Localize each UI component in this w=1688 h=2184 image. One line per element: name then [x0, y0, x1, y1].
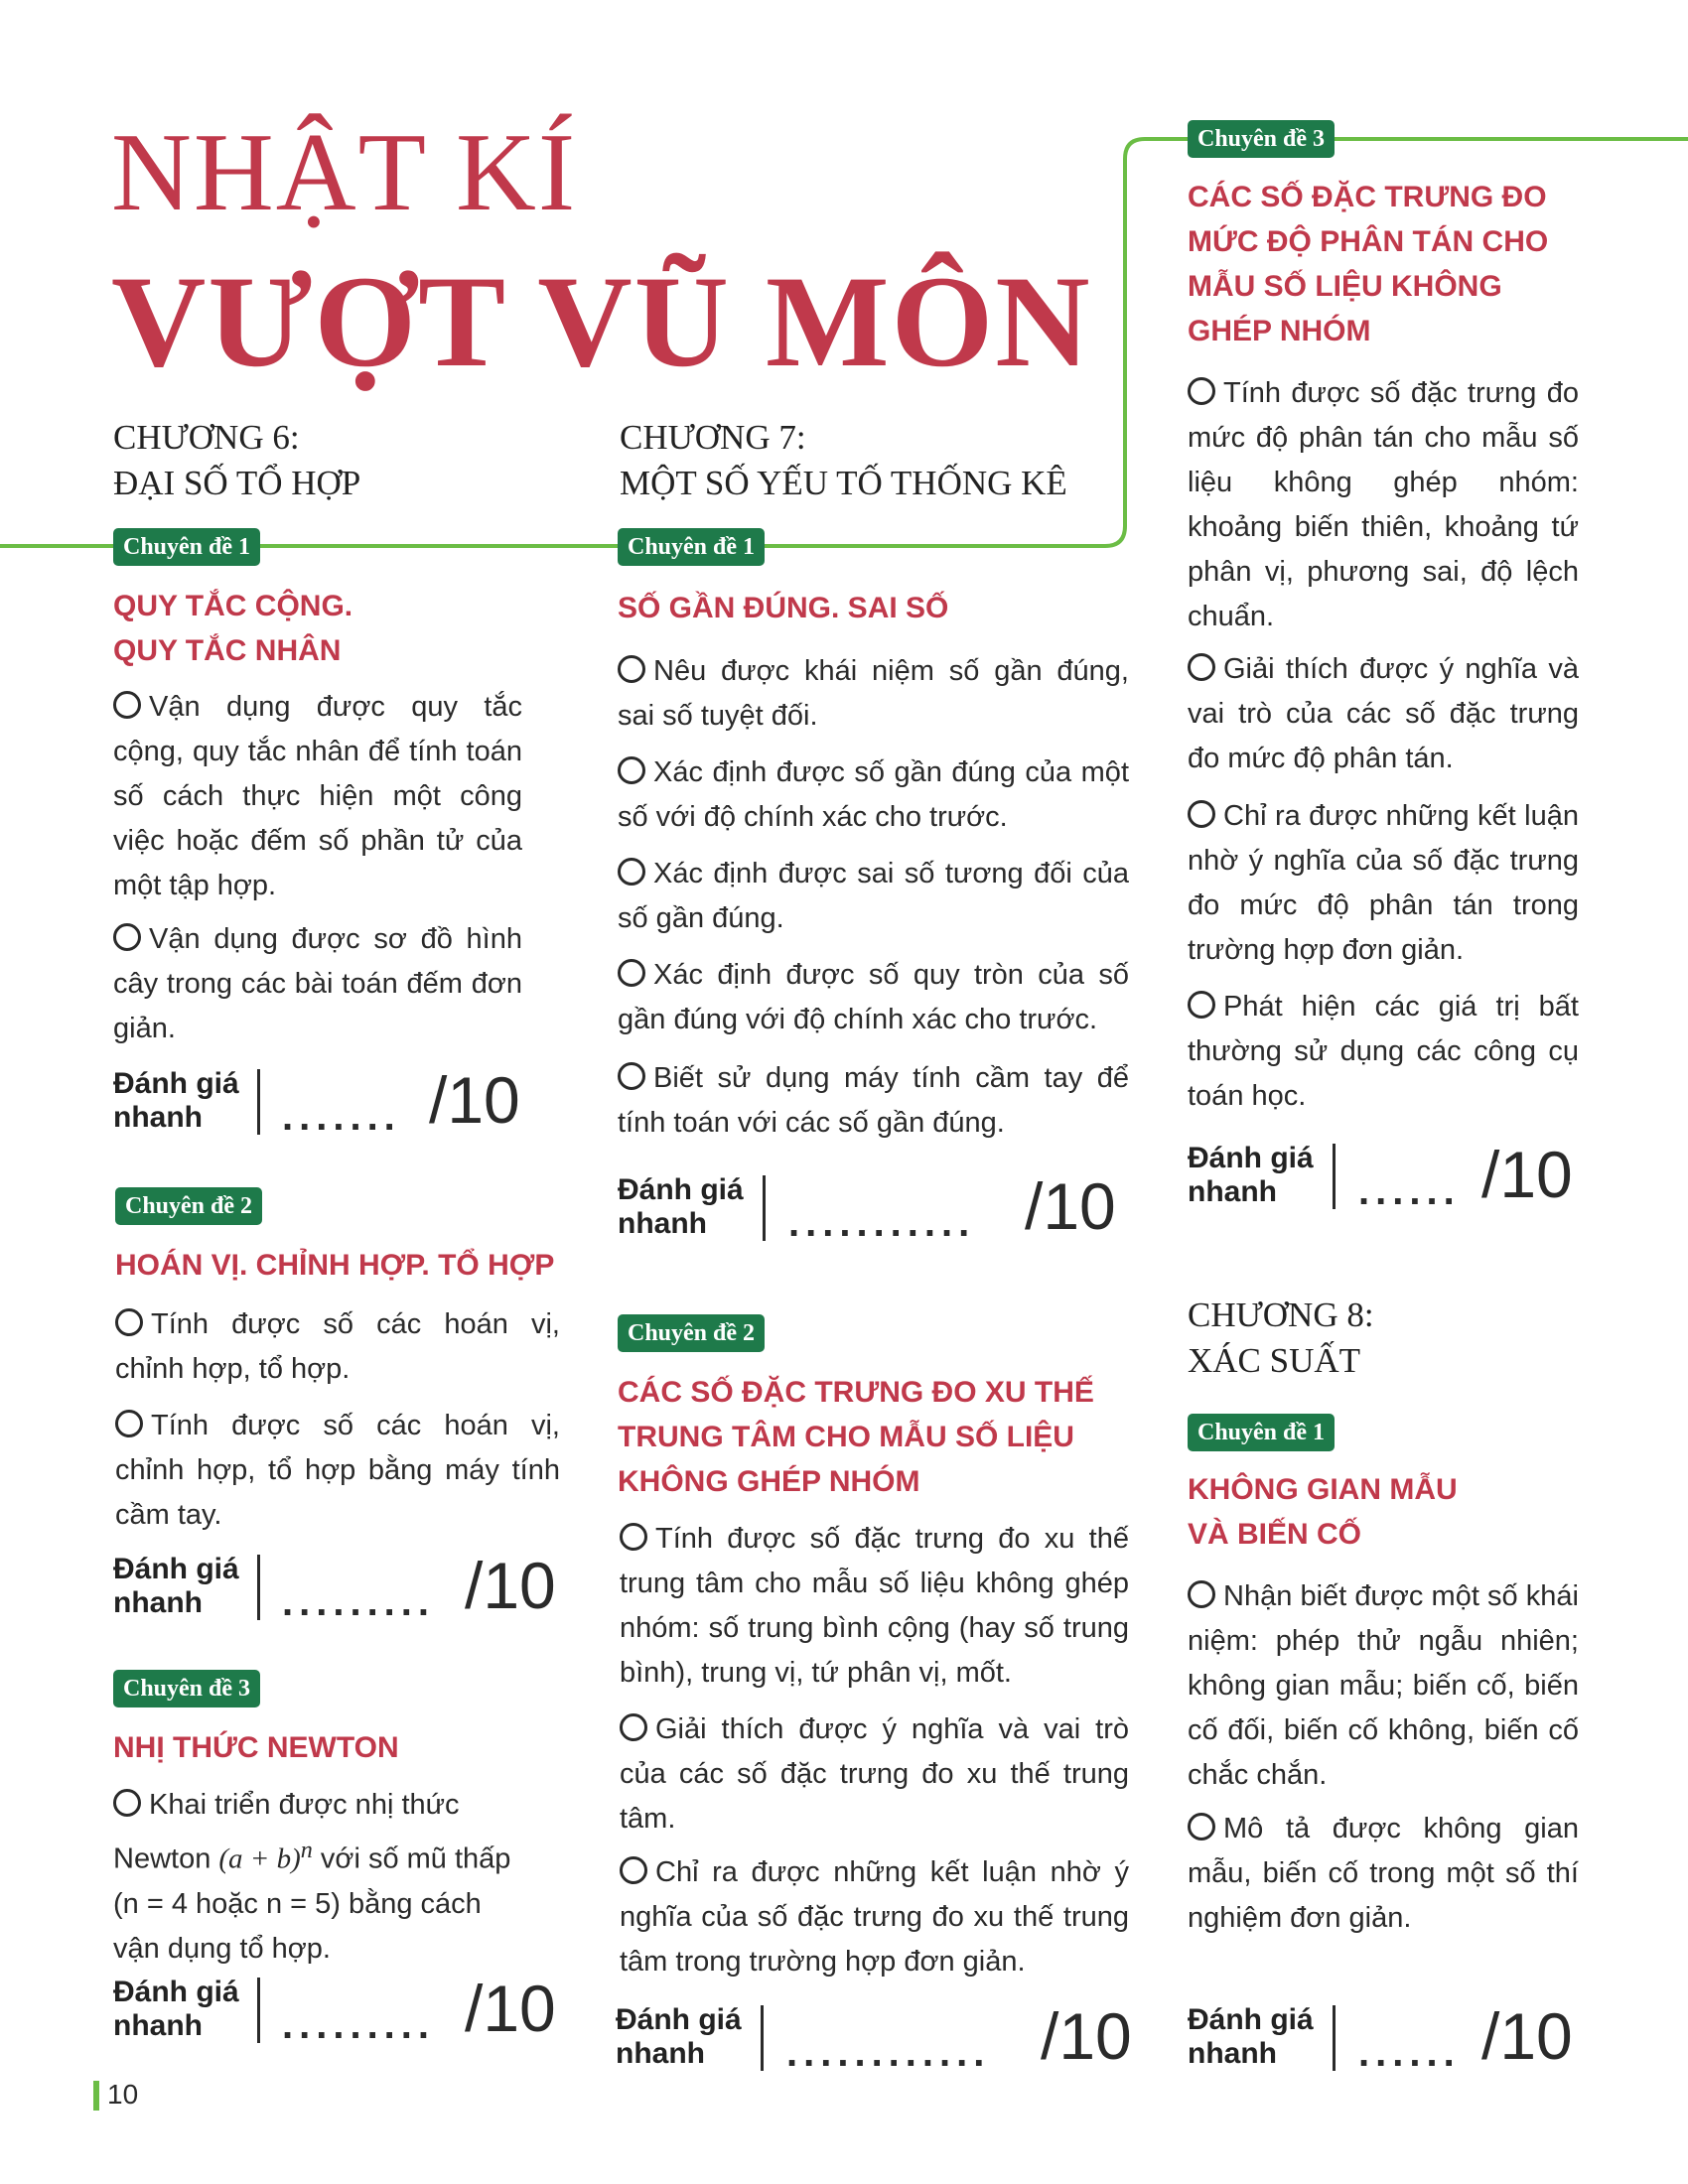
objective-line	[113, 1783, 570, 1828]
checkbox-circle-icon[interactable]	[113, 691, 141, 719]
page-number-marker	[93, 2081, 99, 2111]
objective-text: Nêu được khái niệm số gần đúng, sai số tuyệt đối.	[618, 655, 1129, 732]
objective-text: Newton	[113, 1843, 211, 1875]
topic-badge: Chuyên đề 2	[618, 1314, 765, 1352]
rating-divider	[1333, 1144, 1336, 1209]
rating-label	[618, 1173, 744, 1241]
objective-text: Xác định được sai số tương đối của số gần đúng.	[618, 858, 1129, 934]
rating-label-line: Đánh giá	[616, 2003, 742, 2036]
topic-title: NHỊ THỨC NEWTON	[113, 1731, 399, 1764]
rating-max: /10	[1481, 1138, 1573, 1211]
objective-item	[1188, 794, 1579, 973]
rating-label	[1188, 1142, 1314, 1209]
checkbox-circle-icon[interactable]	[1188, 1580, 1215, 1608]
objective-text: Phát hiện các giá trị bất thường sử dụng các công cụ toán học.	[1188, 991, 1579, 1112]
topic-badge: Chuyên đề 1	[1188, 1414, 1335, 1451]
rating-divider	[761, 2005, 764, 2071]
topic-badge: Chuyên đề 3	[113, 1670, 260, 1707]
rating-input[interactable]: .........	[282, 2003, 436, 2047]
chapter-8-heading	[1188, 1293, 1374, 1384]
checkbox-circle-icon[interactable]	[1188, 800, 1215, 828]
rating-input[interactable]: .........	[282, 1580, 436, 1624]
checkbox-circle-icon[interactable]	[620, 1713, 647, 1741]
checkbox-circle-icon[interactable]	[1188, 991, 1215, 1019]
rating-label-line: Đánh giá	[618, 1173, 744, 1206]
quick-rating	[618, 1169, 1134, 1245]
objective-item	[618, 852, 1129, 941]
topic-title-line: QUY TẮC NHÂN	[113, 634, 342, 667]
objective-text: Xác định được số gần đúng của một số với độ chính xác cho trước.	[618, 756, 1129, 833]
formula: (a + b)	[218, 1843, 301, 1875]
checkbox-circle-icon[interactable]	[113, 923, 141, 951]
objective-text: Giải thích được ý nghĩa và vai trò của các số đặc trưng đo mức độ phân tán.	[1188, 653, 1579, 774]
quick-rating	[113, 1549, 570, 1624]
formula-exponent: n	[300, 1837, 313, 1863]
page-number: 10	[107, 2079, 139, 2110]
objective-item	[618, 649, 1129, 739]
objective-text: Khai triển được nhị thức	[149, 1789, 460, 1821]
objective-item	[618, 953, 1129, 1042]
rating-label	[616, 2003, 742, 2071]
rating-label	[1188, 2003, 1314, 2071]
rating-label-line: nhanh	[113, 1101, 203, 1134]
rating-max: /10	[429, 1063, 520, 1137]
checkbox-circle-icon[interactable]	[620, 1856, 647, 1884]
chapter-8-title: XÁC SUẤT	[1188, 1341, 1361, 1380]
rating-label-line: Đánh giá	[1188, 2003, 1314, 2036]
quick-rating	[1188, 1138, 1605, 1213]
topic-title	[113, 584, 530, 673]
rating-label-line: nhanh	[616, 2037, 705, 2070]
topic-badge: Chuyên đề 1	[618, 528, 765, 566]
objective-text: với số mũ thấp	[320, 1843, 511, 1875]
page-title-line2: VƯỢT VŨ MÔN	[111, 248, 1092, 394]
rating-input[interactable]: ............	[786, 2031, 991, 2075]
topic-title	[1188, 175, 1605, 353]
topic-title-line: MẪU SỐ LIỆU KHÔNG	[1188, 270, 1502, 303]
quick-rating	[1188, 1999, 1605, 2075]
chapter-8-number: CHƯƠNG 8:	[1188, 1296, 1374, 1334]
objective-text: Tính được số các hoán vị, chỉnh hợp, tổ hợp.	[115, 1308, 560, 1385]
objective-text: Tính được số đặc trưng đo mức độ phân tán cho mẫu số liệu không ghép nhóm: khoảng biến thiên, khoảng tứ phân vị, phương sai, độ lệch chuẩn.	[1188, 377, 1579, 632]
checkbox-circle-icon[interactable]	[115, 1410, 143, 1437]
topic-title-line: KHÔNG GIAN MẪU	[1188, 1473, 1458, 1506]
objective-item	[620, 1517, 1129, 1696]
rating-divider	[763, 1175, 766, 1241]
objective-item	[1188, 985, 1579, 1119]
objective-text: Biết sử dụng máy tính cầm tay để tính toán với các số gần đúng.	[618, 1062, 1129, 1139]
chapter-6-heading	[113, 415, 360, 506]
topic-title-line: GHÉP NHÓM	[1188, 315, 1371, 347]
topic-title-line: VÀ BIẾN CỐ	[1188, 1518, 1362, 1551]
objective-text: Xác định được số quy tròn của số gần đúng với độ chính xác cho trước.	[618, 959, 1129, 1035]
objective-item	[113, 917, 522, 1051]
objective-item	[1188, 1807, 1579, 1941]
topic-title-line: CÁC SỐ ĐẶC TRƯNG ĐO	[1188, 181, 1547, 213]
page-title-line1: NHẬT KÍ	[111, 111, 578, 234]
topic-title: HOÁN VỊ. CHỈNH HỢP. TỔ HỢP	[115, 1249, 555, 1282]
rating-input[interactable]: ...........	[788, 1201, 976, 1245]
objective-item	[1188, 371, 1579, 639]
rating-divider	[257, 1978, 260, 2043]
checkbox-circle-icon[interactable]	[618, 858, 645, 886]
rating-label-line: Đánh giá	[113, 1976, 239, 2008]
rating-input[interactable]: ......	[1358, 2031, 1461, 2075]
objective-item	[620, 1850, 1129, 1984]
topic-title-line: CÁC SỐ ĐẶC TRƯNG ĐO XU THẾ	[618, 1376, 1094, 1409]
objective-item	[115, 1302, 560, 1392]
quick-rating	[113, 1972, 570, 2047]
checkbox-circle-icon[interactable]	[1188, 377, 1215, 405]
rating-label-line: Đánh giá	[113, 1067, 239, 1100]
objective-text: Tính được số đặc trưng đo xu thế trung tâm cho mẫu số liệu không ghép nhóm: số trung bình cộng (hay số trung bình), trung vị, tứ phân vị, mốt.	[620, 1523, 1129, 1689]
topic-badge: Chuyên đề 2	[115, 1187, 262, 1225]
checkbox-circle-icon[interactable]	[115, 1308, 143, 1336]
topic-badge: Chuyên đề 3	[1188, 120, 1335, 158]
rating-divider	[1333, 2005, 1336, 2071]
chapter-7-heading	[620, 415, 1067, 506]
rating-max: /10	[1481, 1999, 1573, 2073]
rating-max: /10	[1025, 1169, 1116, 1243]
rating-max: /10	[1041, 1999, 1132, 2073]
rating-label-line: nhanh	[113, 2009, 203, 2042]
rating-label-line: Đánh giá	[1188, 1142, 1314, 1174]
objective-text: Vận dụng được quy tắc cộng, quy tắc nhân để tính toán số cách thực hiện một công việc hoặc đếm số phần tử của một tập hợp.	[113, 691, 522, 901]
objective-text: Tính được số các hoán vị, chỉnh hợp, tổ hợp bằng máy tính cầm tay.	[115, 1410, 560, 1531]
chapter-6-title: ĐẠI SỐ TỔ HỢP	[113, 464, 361, 502]
rating-divider	[257, 1555, 260, 1620]
topic-title	[618, 1370, 1134, 1504]
rating-label-line: nhanh	[618, 1207, 707, 1240]
objective-item	[1188, 647, 1579, 781]
chapter-7-number: CHƯƠNG 7:	[620, 418, 806, 457]
chapter-6-number: CHƯƠNG 6:	[113, 418, 300, 457]
topic-title-line: KHÔNG GHÉP NHÓM	[618, 1465, 920, 1498]
topic-title	[1188, 1467, 1605, 1557]
quick-rating	[616, 1999, 1142, 2075]
topic-badge: Chuyên đề 1	[113, 528, 260, 566]
rating-label-line: nhanh	[1188, 2037, 1277, 2070]
objective-text: Mô tả được không gian mẫu, biến cố trong một số thí nghiệm đơn giản.	[1188, 1813, 1579, 1934]
objective-item	[113, 685, 522, 908]
objective-line: vận dụng tổ hợp.	[113, 1932, 331, 1965]
objective-item	[115, 1404, 560, 1538]
objective-line	[113, 1828, 570, 1882]
objective-text: Chỉ ra được những kết luận nhờ ý nghĩa của số đặc trưng đo mức độ phân tán trong trường hợp đơn giản.	[1188, 800, 1579, 966]
rating-label	[113, 1553, 239, 1620]
checkbox-circle-icon[interactable]	[1188, 653, 1215, 681]
chapter-7-title: MỘT SỐ YẾU TỐ THỐNG KÊ	[620, 464, 1067, 502]
objective-text: Giải thích được ý nghĩa và vai trò của các số đặc trưng đo xu thế trung tâm.	[620, 1713, 1129, 1835]
objective-text: Vận dụng được sơ đồ hình cây trong các bài toán đếm đơn giản.	[113, 923, 522, 1044]
quick-rating	[113, 1063, 530, 1139]
objective-item	[618, 751, 1129, 840]
rating-label-line: nhanh	[113, 1586, 203, 1619]
rating-label	[113, 1976, 239, 2043]
rating-label-line: Đánh giá	[113, 1553, 239, 1585]
checkbox-circle-icon[interactable]	[618, 959, 645, 987]
rating-label-line: nhanh	[1188, 1175, 1277, 1208]
checkbox-circle-icon[interactable]	[618, 655, 645, 683]
rating-input[interactable]: ......	[1358, 1169, 1461, 1213]
objective-text: Chỉ ra được những kết luận nhờ ý nghĩa của số đặc trưng đo xu thế trung tâm trong trường hợp đơn giản.	[620, 1856, 1129, 1978]
checkbox-circle-icon[interactable]	[1188, 1813, 1215, 1841]
objective-line: (n = 4 hoặc n = 5) bằng cách	[113, 1887, 482, 1920]
checkbox-circle-icon[interactable]	[113, 1789, 141, 1817]
topic-title-line: TRUNG TÂM CHO MẪU SỐ LIỆU	[618, 1421, 1074, 1453]
checkbox-circle-icon[interactable]	[618, 1062, 645, 1090]
checkbox-circle-icon[interactable]	[620, 1523, 647, 1551]
rating-max: /10	[465, 1549, 556, 1622]
objective-item	[618, 1056, 1129, 1146]
rating-input[interactable]: .......	[282, 1095, 401, 1139]
rating-divider	[257, 1069, 260, 1135]
rating-max: /10	[465, 1972, 556, 2045]
rating-label	[113, 1067, 239, 1135]
topic-title: SỐ GẦN ĐÚNG. SAI SỐ	[618, 592, 949, 624]
objective-item	[113, 1783, 570, 1972]
objective-text: Nhận biết được một số khái niệm: phép thử ngẫu nhiên; không gian mẫu; biến cố, biến cố đối, biến cố không, biến cố chắc chắn.	[1188, 1580, 1579, 1791]
checkbox-circle-icon[interactable]	[618, 756, 645, 784]
objective-item	[1188, 1574, 1579, 1798]
objective-item	[620, 1707, 1129, 1842]
topic-title-line: MỨC ĐỘ PHÂN TÁN CHO	[1188, 225, 1549, 258]
topic-title-line: QUY TẮC CỘNG.	[113, 590, 353, 622]
